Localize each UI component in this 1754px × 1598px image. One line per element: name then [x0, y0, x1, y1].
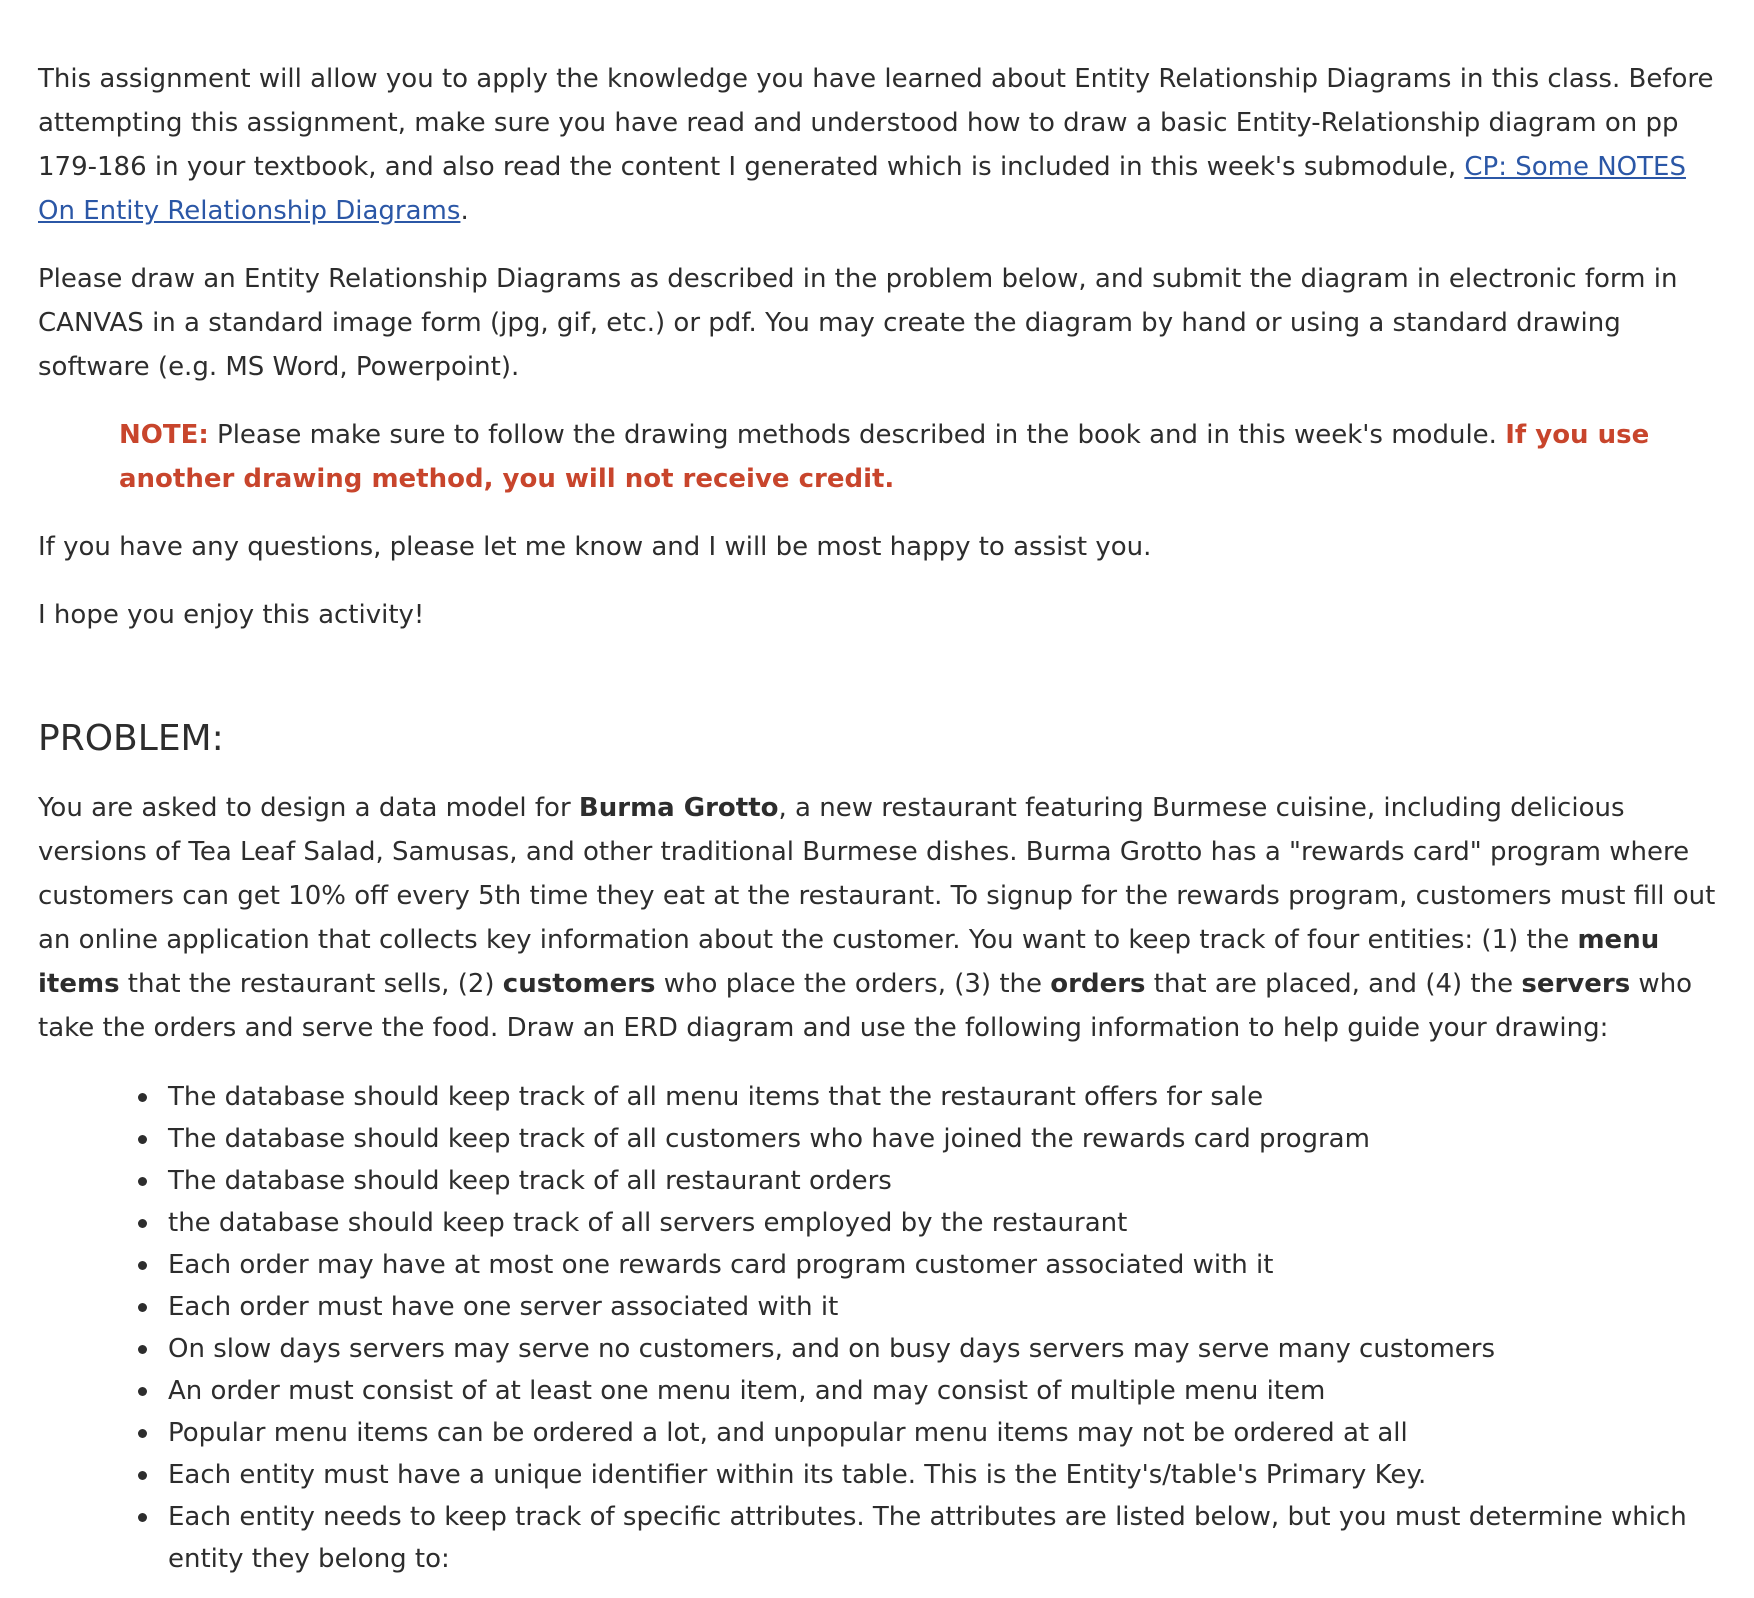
- bullet-icon: [138, 1429, 147, 1438]
- problem-description: [38, 786, 1716, 1050]
- note-callout: [38, 413, 1716, 501]
- list-item-text: The database should keep track of all restaurant orders: [168, 1166, 892, 1196]
- intro-paragraph-text: This assignment will allow you to apply the knowledge you have learned about Entity Relationship Diagrams in this class. Before attempting this assignment, make sure you have read and understood how to draw a basic Entity-Relationship diagram on pp 179-186 in your textbook, and also read the content I generated which is included in this week's submodule,: [38, 64, 1714, 182]
- list-item: [168, 1328, 1716, 1370]
- list-item-text: The database should keep track of all customers who have joined the rewards card program: [168, 1124, 1370, 1154]
- problem-text-5: that are placed, and (4) the: [1145, 969, 1522, 999]
- bullet-icon: [138, 1345, 147, 1354]
- entity-menu-items: menu items: [38, 925, 1660, 999]
- problem-text-2: , a new restaurant featuring Burmese cuisine, including delicious versions of Tea Leaf Salad, Samusas, and other traditional Burmese dishes. Burma Grotto has a "rewards card" program where customers can get 10% off every 5th time they eat at the restaurant. To signup for the rewards program, customers must fill out an online application that collects key information about the customer. You want to keep track of four entities: (1) the: [38, 793, 1716, 955]
- list-item-text: Each order must have one server associated with it: [168, 1292, 839, 1322]
- note-text: Please make sure to follow the drawing methods described in the book and in this week's module.: [208, 420, 1506, 450]
- entity-customers: customers: [502, 969, 656, 999]
- list-item: [168, 1286, 1716, 1328]
- list-item: [168, 1412, 1716, 1454]
- list-item: [168, 1160, 1716, 1202]
- bullet-icon: [138, 1177, 147, 1186]
- enjoy-paragraph: I hope you enjoy this activity!: [38, 600, 425, 630]
- note-warning: If you use another drawing method, you will not receive credit.: [119, 420, 1650, 494]
- list-item: [168, 1370, 1716, 1412]
- bullet-icon: [138, 1135, 147, 1144]
- problem-text-1: You are asked to design a data model for: [38, 793, 579, 823]
- list-item-text: Popular menu items can be ordered a lot, and unpopular menu items may not be ordered at all: [168, 1418, 1408, 1448]
- restaurant-name: Burma Grotto: [578, 793, 779, 823]
- entity-servers: servers: [1521, 969, 1631, 999]
- problem-heading: PROBLEM:: [38, 718, 224, 759]
- list-item: [168, 1076, 1716, 1118]
- bullet-icon: [138, 1219, 147, 1228]
- bullet-icon: [138, 1513, 147, 1522]
- list-item-text: On slow days servers may serve no customers, and on busy days servers may serve many customers: [168, 1334, 1496, 1364]
- list-item: [168, 1244, 1716, 1286]
- list-item: [168, 1118, 1716, 1160]
- list-item: [168, 1496, 1716, 1580]
- list-item-text: Each entity needs to keep track of specific attributes. The attributes are listed below, but you must determine which entity they belong to:: [168, 1502, 1687, 1574]
- bullet-icon: [138, 1387, 147, 1396]
- note-label: NOTE:: [119, 420, 209, 450]
- list-item-text: Each entity must have a unique identifier within its table. This is the Entity's/table's Primary Key.: [168, 1460, 1427, 1490]
- list-item: [168, 1202, 1716, 1244]
- problem-text-4: who place the orders, (3) the: [655, 969, 1051, 999]
- bullet-icon: [138, 1471, 147, 1480]
- intro-paragraph-end: .: [460, 196, 469, 226]
- list-item-text: the database should keep track of all servers employed by the restaurant: [168, 1208, 1128, 1238]
- problem-text-6: who take the orders and serve the food. Draw an ERD diagram and use the following information to help guide your drawing:: [38, 969, 1693, 1043]
- list-item-text: The database should keep track of all menu items that the restaurant offers for sale: [168, 1082, 1264, 1112]
- instructions-paragraph: Please draw an Entity Relationship Diagrams as described in the problem below, and submit the diagram in electronic form in CANVAS in a standard image form (jpg, gif, etc.) or pdf. You may create the diagram by hand or using a standard drawing software (e.g. MS Word, Powerpoint).: [38, 264, 1678, 382]
- bullet-icon: [138, 1261, 147, 1270]
- entity-orders: orders: [1050, 969, 1146, 999]
- requirements-list: [38, 1076, 1716, 1580]
- erd-notes-link[interactable]: CP: Some NOTES On Entity Relationship Diagrams: [38, 152, 1686, 226]
- intro-paragraph: [38, 0, 1716, 233]
- bullet-icon: [138, 1093, 147, 1102]
- list-item: [168, 1454, 1716, 1496]
- bullet-icon: [138, 1303, 147, 1312]
- help-paragraph: If you have any questions, please let me know and I will be most happy to assist you.: [38, 532, 1152, 562]
- list-item-text: Each order may have at most one rewards card program customer associated with it: [168, 1250, 1274, 1280]
- problem-text-3: that the restaurant sells, (2): [119, 969, 503, 999]
- list-item-text: An order must consist of at least one menu item, and may consist of multiple menu item: [168, 1376, 1326, 1406]
